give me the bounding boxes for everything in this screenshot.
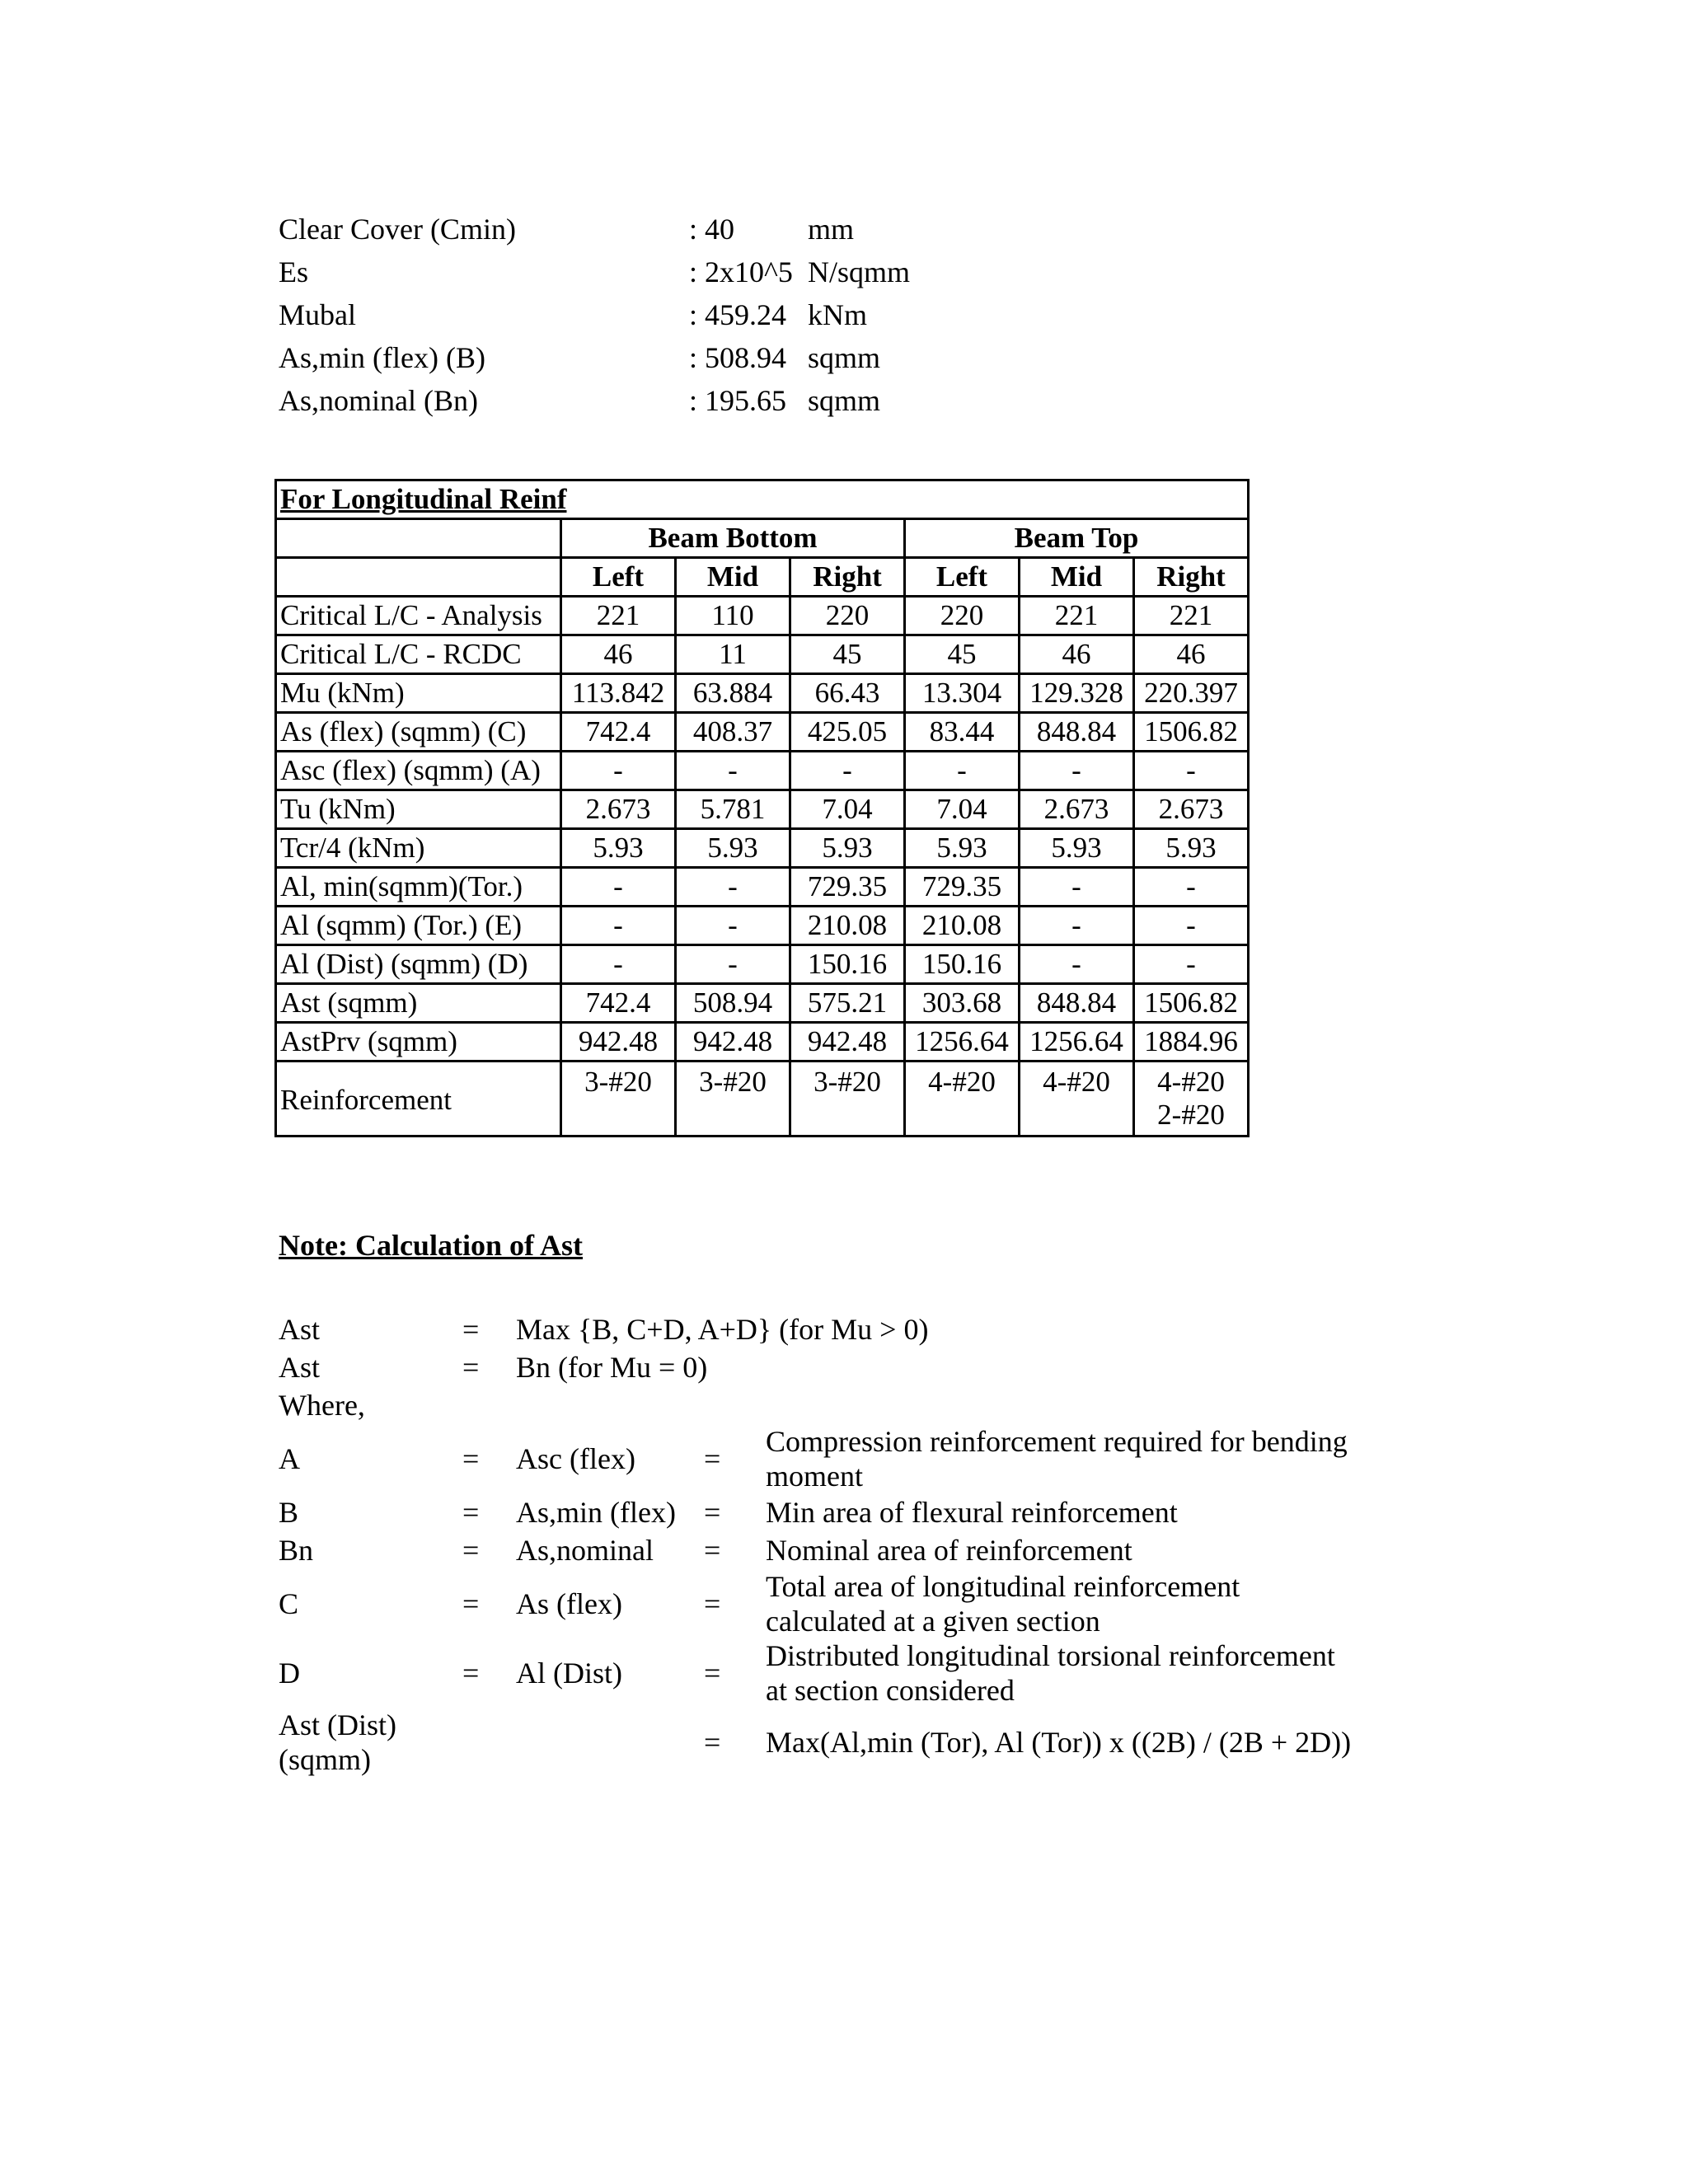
column-header: Right [790,558,905,597]
definition-symbol: C [279,1587,299,1620]
definition-term: Asc (flex) [516,1442,635,1475]
parameter-row [279,336,910,379]
parameter-value: : 459.24 [689,298,787,331]
parameter-label: As,nominal (Bn) [279,384,478,417]
table-cell: 45 [790,635,905,674]
table-row [276,984,1249,1023]
table-cell: 5.93 [1134,829,1249,868]
row-label: AstPrv (sqmm) [276,1023,561,1062]
table-cell: 848.84 [1020,713,1134,752]
table-cell: 150.16 [905,945,1020,984]
table-cell: - [1134,868,1249,907]
reinforcement-cell [905,1062,1020,1137]
table-cell: 5.93 [561,829,676,868]
header-blank [276,558,561,597]
table-row [276,829,1249,868]
row-label: Reinforcement [276,1062,561,1137]
reinforcement-cell [1020,1062,1134,1137]
definition-row [279,1708,1359,1777]
equals-sign: = [704,1534,721,1567]
parameter-row [279,208,910,251]
table-cell: 5.781 [676,790,790,829]
row-label: Al (Dist) (sqmm) (D) [276,945,561,984]
definition-term: Al (Dist) [516,1657,622,1690]
equals-sign: = [462,1657,480,1690]
table-cell: - [561,752,676,790]
parameter-label: Es [279,255,308,288]
reinforcement-bar-spec: 4-#20 [1043,1066,1110,1098]
column-header: Mid [1020,558,1134,597]
row-label: Tcr/4 (kNm) [276,829,561,868]
table-cell: 110 [676,597,790,635]
table-cell: 220.397 [1134,674,1249,713]
definition-symbol: Bn [279,1534,314,1567]
ast-calculation-notes [279,1310,1359,1777]
equals-sign: = [462,1534,480,1567]
table-cell: - [561,945,676,984]
table-cell: 5.93 [790,829,905,868]
table-row [276,907,1249,945]
table-cell: 5.93 [1020,829,1134,868]
parameter-label: Mubal [279,298,356,331]
equals-sign [462,1708,516,1777]
group-header-beam-bottom: Beam Bottom [561,519,905,558]
equals-sign: = [462,1587,480,1620]
definition-symbol: A [279,1442,300,1475]
table-cell: - [676,945,790,984]
equals-sign: = [704,1587,721,1620]
table-cell: - [676,907,790,945]
table-cell: 2.673 [561,790,676,829]
definition-description: Distributed longitudinal torsional reinforcement at section considered [766,1639,1335,1707]
table-cell: - [1020,945,1134,984]
table-cell: 408.37 [676,713,790,752]
table-cell: 66.43 [790,674,905,713]
parameter-value: : 2x10^5 [689,255,793,288]
table-cell: 942.48 [561,1023,676,1062]
longitudinal-reinforcement-table [274,479,1250,1137]
reinforcement-bar-spec: 3-#20 [699,1066,767,1098]
table-cell: - [1020,752,1134,790]
table-cell: 46 [1134,635,1249,674]
parameter-row [279,379,910,422]
where-label: Where, [279,1389,365,1422]
table-cell: 303.68 [905,984,1020,1023]
reinforcement-bar-spec: 2-#20 [1157,1099,1225,1131]
row-label: Ast (sqmm) [276,984,561,1023]
table-cell: 1506.82 [1134,713,1249,752]
column-header: Mid [676,558,790,597]
table-cell: - [561,907,676,945]
table-title: For Longitudinal Reinf [276,480,1249,519]
formula-text: Bn (for Mu = 0) [516,1351,708,1384]
table-cell: 129.328 [1020,674,1134,713]
table-cell: 1256.64 [1020,1023,1134,1062]
reinforcement-bar-spec: 3-#20 [814,1066,881,1098]
definition-description: Max(Al,min (Tor), Al (Tor)) x ((2B) / (2B + 2D)) [766,1726,1352,1759]
reinforcement-cell [1134,1062,1249,1137]
table-cell: 742.4 [561,984,676,1023]
definition-row [279,1531,1359,1569]
table-cell: 508.94 [676,984,790,1023]
definition-row [279,1569,1359,1638]
row-label: As (flex) (sqmm) (C) [276,713,561,752]
header-blank [276,519,561,558]
design-parameters [279,208,910,422]
reinforcement-bar-spec: 4-#20 [928,1066,996,1098]
table-cell: 45 [905,635,1020,674]
table-row [276,945,1249,984]
table-cell: 1506.82 [1134,984,1249,1023]
definition-row [279,1638,1359,1708]
table-cell: 113.842 [561,674,676,713]
parameter-unit: N/sqmm [808,255,911,288]
definition-term: As,nominal [516,1534,654,1567]
table-row [276,1023,1249,1062]
definition-symbol: B [279,1496,299,1529]
table-row [276,868,1249,907]
table-cell: 63.884 [676,674,790,713]
table-row [276,597,1249,635]
table-cell: 220 [905,597,1020,635]
table-cell: - [676,752,790,790]
equals-sign: = [704,1496,721,1529]
table-cell: - [561,868,676,907]
reinforcement-cell [790,1062,905,1137]
table-cell: - [1020,907,1134,945]
table-cell: 729.35 [790,868,905,907]
table-cell: 1884.96 [1134,1023,1249,1062]
parameter-row [279,293,910,336]
table-cell: 7.04 [905,790,1020,829]
table-cell: 1256.64 [905,1023,1020,1062]
definition-description: Total area of longitudinal reinforcement calculated at a given section [766,1570,1240,1638]
parameter-label: Clear Cover (Cmin) [279,213,516,246]
column-header: Left [561,558,676,597]
column-header: Left [905,558,1020,597]
equals-sign: = [704,1657,721,1690]
parameter-label: As,min (flex) (B) [279,341,485,374]
group-header-beam-top: Beam Top [905,519,1249,558]
table-cell: 13.304 [905,674,1020,713]
formula-symbol: Ast [279,1313,321,1346]
parameter-value: : 508.94 [689,341,787,374]
table-cell: 46 [561,635,676,674]
table-cell: 221 [1020,597,1134,635]
parameter-unit: sqmm [808,341,881,374]
equals-sign: = [704,1442,721,1475]
formula-text: Max {B, C+D, A+D} (for Mu > 0) [516,1313,929,1346]
row-label: Al, min(sqmm)(Tor.) [276,868,561,907]
table-cell: - [1134,907,1249,945]
table-cell: 5.93 [905,829,1020,868]
table-cell: 942.48 [676,1023,790,1062]
definition-term: As,min (flex) [516,1496,676,1529]
table-cell: 210.08 [790,907,905,945]
table-cell: 150.16 [790,945,905,984]
table-cell: 7.04 [790,790,905,829]
table-cell: 210.08 [905,907,1020,945]
table-cell: - [905,752,1020,790]
row-label: Mu (kNm) [276,674,561,713]
definition-symbol: D [279,1657,300,1690]
reinforcement-bar-spec: 4-#20 [1157,1066,1225,1098]
parameter-row [279,251,910,293]
table-row [276,674,1249,713]
equals-sign: = [462,1313,480,1346]
definition-description: Compression reinforcement required for bending moment [766,1425,1348,1493]
table-cell: 83.44 [905,713,1020,752]
definition-row [279,1424,1359,1493]
table-cell: 11 [676,635,790,674]
table-cell: 46 [1020,635,1134,674]
parameter-value: : 40 [689,213,735,246]
table-row [276,790,1249,829]
table-cell: 729.35 [905,868,1020,907]
table-cell: 5.93 [676,829,790,868]
table-row [276,635,1249,674]
definition-row [279,1493,1359,1531]
parameter-unit: kNm [808,298,867,331]
table-cell: 2.673 [1134,790,1249,829]
reinforcement-cell [676,1062,790,1137]
definition-symbol: Ast (Dist) (sqmm) [279,1708,396,1776]
definition-description: Nominal area of reinforcement [766,1534,1132,1567]
table-row [276,752,1249,790]
table-cell: - [1134,945,1249,984]
table-cell: - [790,752,905,790]
table-cell: - [1020,868,1134,907]
group-header-row [276,519,1249,558]
row-label: Tu (kNm) [276,790,561,829]
table-row [276,713,1249,752]
formula-row [279,1310,1359,1348]
column-header: Right [1134,558,1249,597]
table-cell: 425.05 [790,713,905,752]
note-title: Note: Calculation of Ast [279,1229,583,1262]
definition-term: As (flex) [516,1587,622,1620]
equals-sign: = [462,1496,480,1529]
where-row [279,1386,1359,1424]
row-label: Asc (flex) (sqmm) (A) [276,752,561,790]
definition-term [516,1708,704,1777]
table-cell: 742.4 [561,713,676,752]
table-cell: 2.673 [1020,790,1134,829]
formula-symbol: Ast [279,1351,321,1384]
table-cell: 848.84 [1020,984,1134,1023]
equals-sign: = [462,1351,480,1384]
row-label: Critical L/C - Analysis [276,597,561,635]
formula-row [279,1348,1359,1386]
table-cell: - [676,868,790,907]
table-cell: 942.48 [790,1023,905,1062]
table-cell: 221 [1134,597,1249,635]
parameter-unit: sqmm [808,384,881,417]
definition-description: Min area of flexural reinforcement [766,1496,1178,1529]
column-header-row [276,558,1249,597]
equals-sign: = [704,1726,721,1759]
row-label: Critical L/C - RCDC [276,635,561,674]
table-title-row [276,480,1249,519]
reinforcement-row [276,1062,1249,1137]
table-cell: 575.21 [790,984,905,1023]
parameter-unit: mm [808,213,855,246]
reinforcement-cell [561,1062,676,1137]
parameter-value: : 195.65 [689,384,787,417]
table-cell: 220 [790,597,905,635]
reinforcement-bar-spec: 3-#20 [584,1066,652,1098]
table-cell: - [1134,752,1249,790]
table-cell: 221 [561,597,676,635]
row-label: Al (sqmm) (Tor.) (E) [276,907,561,945]
equals-sign: = [462,1442,480,1475]
